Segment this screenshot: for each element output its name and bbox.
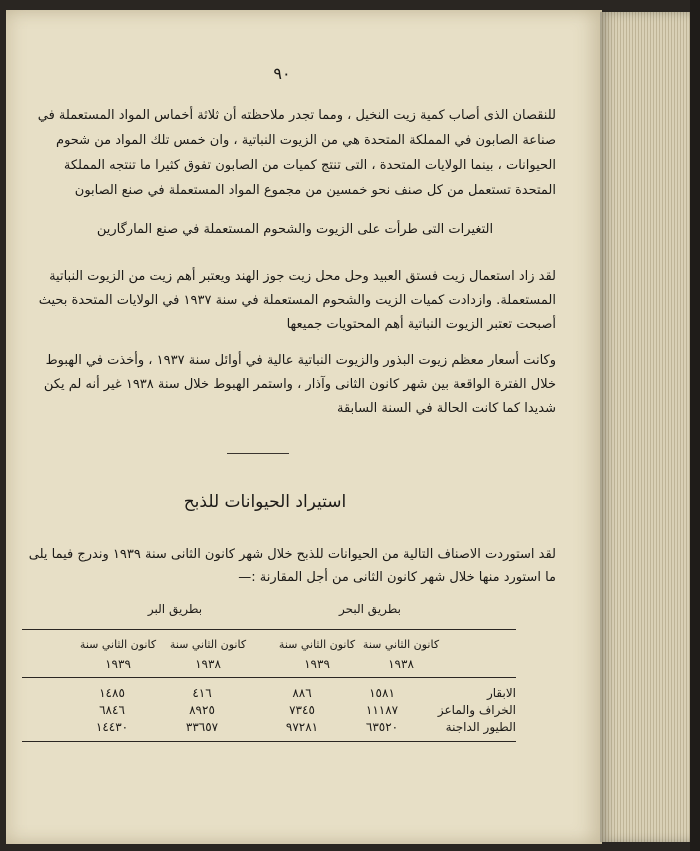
page-edges: [600, 12, 692, 842]
cell-land-1938: ٨٩٢٥: [189, 703, 215, 717]
paragraph-groundnut-oil: لقد زاد استعمال زيت فستق العبيد وحل محل زيت جوز الهند ويعتبر أهم زيت من الزيوت النباتية المستعملة. وازدادت كميات الزيت والشحوم المستعملة في سنة ١٩٣٧ في الولايات المتحدة بحيث أصبحت تعتبر الزيوت النباتية أهم المحتويات جميعها: [38, 269, 556, 332]
row-label: الخراف والماعز: [437, 703, 516, 717]
section-heading-margarine: التغيرات التى طرأت على الزيوت والشحوم المستعملة في صنع المارگارين: [96, 222, 494, 237]
section-heading-livestock-import: استيراد الحيوانات للذبح: [183, 492, 347, 512]
cell-land-1939: ٦٨٤٦: [99, 703, 125, 717]
year-land-1939: ١٩٣٩: [105, 657, 131, 671]
table-row: [22, 686, 516, 704]
paragraph-soap: للنقصان الذى أصاب كمية زيت النخيل ، ومما تجدر ملاحظته أن ثلاثة أخماس المواد المستعملة في صناعة الصابون في المملكة المتحدة هي من الزيوت النباتية ، وان خمس تلك المواد من شحوم الحيوانات ، بينما الولايات المتحدة ، التى تنتج كميات من الصابون تفوق كثيرا ما تنتجه المملكة المتحدة تستعمل من كل صنف نحو خمسين من مجموع المواد المستعملة في صنع الصابون: [37, 108, 556, 198]
cell-land-1939: ١٤٨٥: [99, 686, 125, 700]
cell-sea-1939: ٨٨٦: [292, 686, 312, 700]
table-row: [22, 703, 516, 721]
year-sea-1938: ١٩٣٨: [388, 657, 414, 671]
table-group-land: بطريق البر: [147, 602, 203, 616]
year-sea-1939: ١٩٣٩: [304, 657, 330, 671]
page-number: ٩٠: [273, 64, 291, 83]
section-divider: [227, 453, 289, 454]
book-cover-edge: [690, 0, 700, 851]
col-header-sea-1939: كانون الثاني سنة: [278, 638, 356, 651]
year-land-1938: ١٩٣٨: [195, 657, 221, 671]
table-group-sea: بطريق البحر: [339, 602, 401, 616]
cell-land-1938: ٤١٦: [192, 686, 212, 700]
cell-land-1939: ١٤٤٣٠: [95, 720, 129, 734]
table-row: [22, 720, 516, 738]
cell-sea-1939: ٩٧٢٨١: [285, 720, 319, 734]
cell-sea-1939: ٧٣٤٥: [289, 703, 315, 717]
cell-sea-1938: ١١١٨٧: [365, 703, 399, 717]
cell-sea-1938: ٦٣٥٢٠: [365, 720, 399, 734]
col-header-land-1939: كانون الثاني سنة: [79, 638, 157, 651]
cell-land-1938: ٣٣٦٥٧: [185, 720, 219, 734]
paragraph-livestock-intro: لقد استوردت الاصناف التالية من الحيوانات للذبح خلال شهر كانون الثانى سنة ١٩٣٩ وندرج فيما يلى ما استورد منها خلال شهر كانون الثانى من أجل المقارنة :—: [28, 547, 556, 585]
table-rule-bottom: [22, 741, 516, 742]
table-rule-mid: [22, 677, 516, 678]
paragraph-seed-oil-prices: وكانت أسعار معظم زيوت البذور والزيوت النباتية عالية في أوائل سنة ١٩٣٧ ، وأخذت في الهبوط خلال الفترة الواقعة بين شهر كانون الثانى وآذار ، واستمر الهبوط خلال سنة ١٩٣٨ غير أنه لم يكن شديدا كما كانت الحالة في السنة السابقة: [43, 353, 556, 416]
row-label: الطيور الداجنة: [445, 720, 516, 734]
col-header-sea-1938: كانون الثاني سنة: [362, 638, 440, 651]
table-rule-top: [22, 629, 516, 630]
row-label: الابقار: [486, 686, 516, 700]
col-header-land-1938: كانون الثاني سنة: [169, 638, 247, 651]
cell-sea-1938: ١٥٨١: [369, 686, 395, 700]
